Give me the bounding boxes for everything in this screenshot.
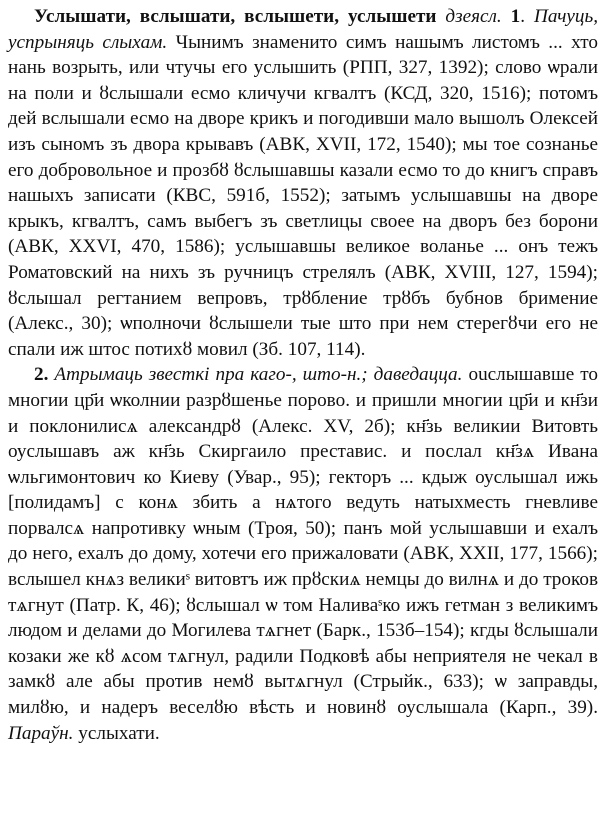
sense-gloss: Атрымаць звесткі пра каго-, што-н.; даведацца. bbox=[54, 364, 463, 386]
sense-number: 2. bbox=[34, 364, 49, 386]
dictionary-entry-sense-1: Услышати, вслышати, вслышети, услышети дзеясл. 1. Пачуць, успрыняць слыхам. Чынимъ знаменито симъ нашымъ листомъ ... хто нань возрыть, или чтучы его услышить (РПП, 327, 1392); слово ѡрали на поли и ȣслышали есмо кличучи кгвалтъ (КСД, 320, 1516); потомъ дей вслышали есмо на дворе крикъ и погодивши мало вышолъ Олексей изъ сыномъ зъ двора крывавъ (АВК, XVII, 172, 1540); мы тое сознанье его добровольное и прозбȣ ȣслышавшы казали есмо то до книгъ справъ нашыхъ записати (КВС, 591б, 1552); затымъ услышавшы на дворе крыкъ, кгвалтъ, самъ выбегъ зъ светлицы своее на дворъ без борони (АВК, XXVI, 470, 1586); услышавшы великое воланье ... онъ тежъ Роматовский на нихъ зъ ручницъ стрелялъ (АВК, XVIII, 127, 1594); ȣслышал регтанием вепровъ, трȣбление трȣбъ бубнов бримение (Алекс., 30); ѡполночи ȣслышели тые што при нем стерегȣчи его не спали иж штос потихȣ мовил (Зб. 107, 114). bbox=[8, 6, 599, 360]
dictionary-entry-sense-2 bbox=[8, 362, 598, 746]
headword: Услышати, вслышати, вслышети, услышети bbox=[34, 6, 437, 27]
part-of-speech: дзеясл. bbox=[445, 6, 502, 27]
cross-reference-label: Параўн. bbox=[8, 722, 74, 744]
sense-number: 1 bbox=[510, 6, 521, 27]
cross-reference-target: услыхати. bbox=[78, 722, 160, 744]
sense-citations: Чынимъ знаменито симъ нашымъ листомъ ... хто нань возрыть, или чтучы его услышить (РПП, 327, 1392); слово ѡрали на поли и ȣслышали есмо кличучи кгвалтъ (КСД, 320, 1516); потомъ дей вслышали есмо на дворе крикъ и погодивши мало вышолъ Олексей изъ сыномъ зъ двора крывавъ (АВК, XVII, 172, 1540); мы тое сознанье его добровольное и прозбȣ ȣслышавшы казали есмо то до книгъ справъ нашыхъ записати (КВС, 591б, 1552); затымъ услышавшы на дворе крыкъ, кгвалтъ, самъ выбегъ зъ светлицы своее на дворъ без борони (АВК, XXVI, 470, 1586); услышавшы великое воланье ... онъ тежъ Роматовский на нихъ зъ ручницъ стрелялъ (АВК, XVIII, 127, 1594); ȣслышал регтанием вепровъ, трȣбление трȣбъ бубнов бримение (Алекс., 30); ѡполночи ȣслышели тые што при нем стерегȣчи его не спали иж штос потихȣ мовил (Зб. 107, 114). bbox=[8, 31, 598, 360]
sense-citations: ouслышавше то многии цр҃и ѡколнии разрȣшенье порово. и пришли многии цр҃и и кн҃зи и поклонилисѧ александрȣ (Алекс. XV, 2б); кн҃зь великии Витовть оуслышавъ аж кн҃зь Скиргаило преставис. и послал кн҃зѧ Ивана ѡльгимонтович ко Киеву (Увар., 95); гекторъ ... кдыж оуслышал ижь [полидамъ] с конѧ збить а нѧтого ведуть натыхместь гневливе порвалсѧ напротивку ѡным (Троя, 50); панъ мой услышавши и ехалъ до него, ехалъ до дому, хотечи его прижаловати (АВК, XXII, 177, 1566); вслышел кнѧз великиˢ витовтъ иж прȣскиѧ немцы до вилнѧ и до троков тѧгнут (Патр. К, 46); ȣслышал ѡ том Наливаˢко ижъ гетман з великимъ людом и делами до Могилева тѧгнет (Барк., 153б–154); кгды ȣслышали козаки же кȣ ѧсом тѧгнул, радили Подковѣ абы неприятеля не чекал в замкȣ але абы против немȣ вытѧгнул (Стрыйк., 633); ѡ заправды, милȣю, и надеръ веселȣю вѣсть и новинȣ оуслышала (Карп., 39). bbox=[8, 364, 599, 719]
sense-gloss: Пачуць, успрыняць слыхам. bbox=[8, 6, 599, 53]
